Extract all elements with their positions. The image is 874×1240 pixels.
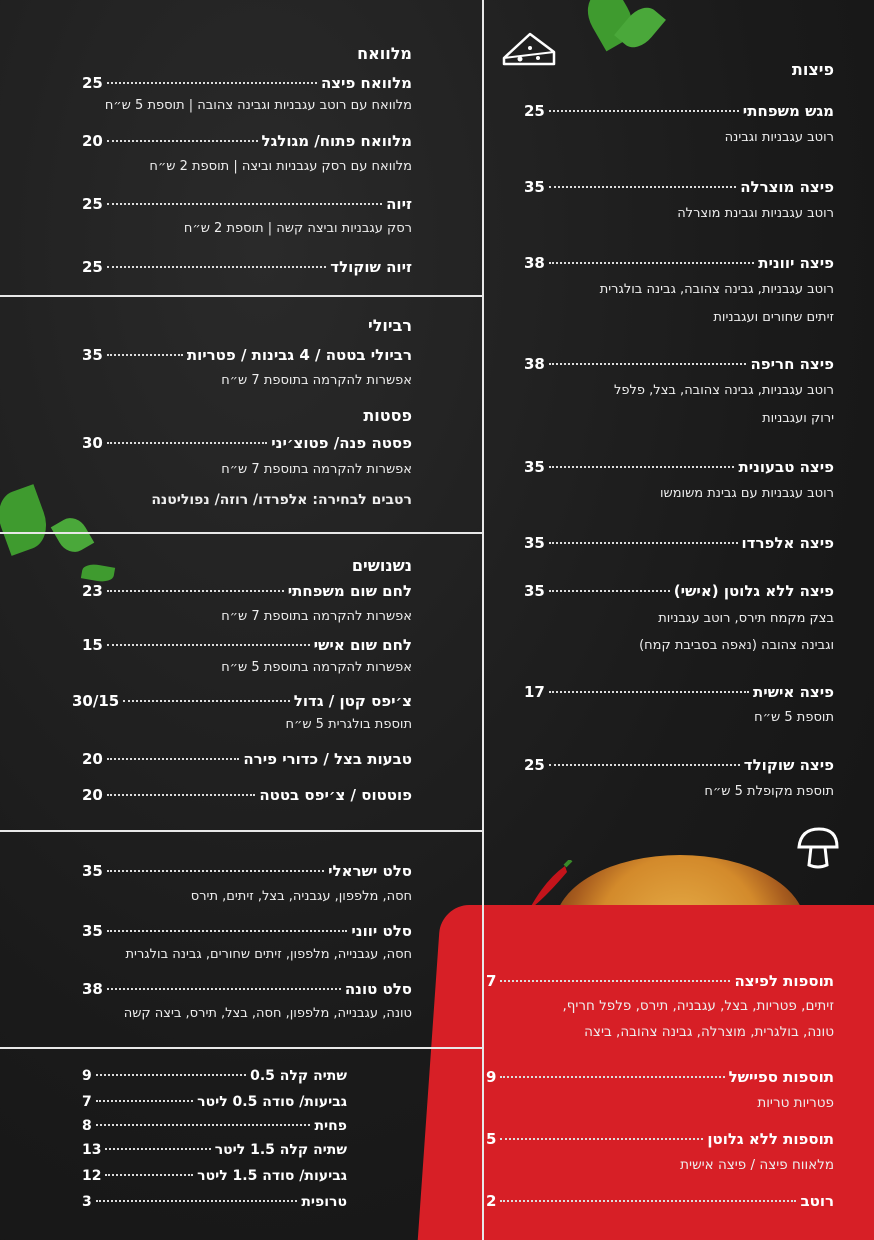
leader-dots [549, 542, 738, 544]
menu-item [82, 980, 412, 998]
item-desc: תוספת מקופלת 5 ש״ח [704, 784, 834, 799]
leader-dots [107, 354, 183, 356]
item-price: 25 [82, 258, 103, 276]
leader-dots [107, 442, 267, 444]
item-desc: אפשרות להקרמה בתוספת 7 ש״ח [221, 609, 412, 624]
item-price: 30 [82, 434, 103, 452]
item-price: 35 [524, 582, 545, 600]
menu-item [82, 1094, 347, 1110]
menu-item [524, 102, 834, 120]
item-desc: זיתים שחורים ועגבניות [713, 310, 834, 325]
item-name: טבעות בצל / כדורי פירה [243, 750, 412, 768]
pizzas-title: פיצות [791, 60, 834, 79]
item-price: 20 [82, 132, 103, 150]
menu-item [82, 132, 412, 150]
leader-dots [96, 1200, 298, 1202]
item-name: סלט ישראלי [328, 862, 412, 880]
item-name: גביעות/ סודה 0.5 ליטר [197, 1094, 347, 1110]
item-desc: רוטב עגבניות וגבינה [724, 130, 834, 145]
menu-item [82, 258, 412, 276]
menu-item [82, 434, 412, 452]
menu-item [524, 582, 834, 600]
item-name: פיצה יוונית [758, 254, 834, 272]
item-name: פיצה חריפה [750, 355, 834, 373]
leader-dots [549, 691, 749, 693]
item-desc: אפשרות להקרמה בתוספת 5 ש״ח [221, 660, 412, 675]
basil-leaf-icon [81, 562, 115, 583]
item-price: 8 [82, 1118, 92, 1134]
item-desc: תוספת 5 ש״ח [754, 710, 834, 725]
menu-item [82, 1168, 347, 1184]
item-name: שתיה קלה 1.5 ליטר [214, 1142, 347, 1158]
item-name: רביולי בטטה / 4 גבינות / פטריות [186, 346, 412, 364]
item-price: 3 [82, 1194, 92, 1210]
item-price: 5 [486, 1130, 497, 1148]
item-price: 2 [486, 1192, 497, 1210]
menu-item [82, 786, 412, 804]
item-desc: רסק עגבניות וביצה קשה | תוספת 2 ש״ח [183, 221, 412, 236]
leader-dots [107, 988, 341, 990]
item-price: 25 [524, 102, 545, 120]
leader-dots [107, 590, 284, 592]
item-name: תוספות ספיישל [728, 1068, 834, 1086]
basil-leaf-icon [0, 484, 54, 556]
basil-leaf-icon [51, 512, 94, 557]
item-name: תוספות לפיצה [734, 972, 834, 990]
item-name: סלט יווני [351, 922, 412, 940]
item-desc: רוטב עגבניות, גבינה צהובה, בצל, פלפל [614, 383, 834, 398]
menu-item [82, 1118, 347, 1134]
item-price: 35 [524, 458, 545, 476]
leader-dots [107, 140, 258, 142]
item-price: 30/15 [72, 692, 120, 710]
item-price: 35 [82, 922, 103, 940]
item-price: 25 [524, 756, 545, 774]
menu-item [82, 636, 412, 654]
menu-item [82, 1068, 347, 1084]
item-name: צ׳יפס קטן / גדול [293, 692, 412, 710]
item-name: פסטה פנה/ פטוצ׳יני [271, 434, 412, 452]
leader-dots [107, 203, 382, 205]
leader-dots [107, 930, 348, 932]
snacks-title: נשנושים [351, 556, 412, 575]
item-desc: זיתים, פטריות, בצל, עגבניה, תירס, פלפל חריף, [562, 998, 834, 1014]
leader-dots [549, 590, 670, 592]
leader-dots [500, 1138, 703, 1140]
menu-item [524, 534, 834, 552]
menu-item [82, 1142, 347, 1158]
ravioli-title: רביולי [368, 316, 412, 335]
leader-dots [549, 764, 740, 766]
section-divider [0, 295, 482, 297]
item-desc: בצק מקמח תירס, רוטב עגבניות [658, 611, 834, 626]
item-name: פיצה שוקולד [743, 756, 834, 774]
item-name: זיוה שוקולד [330, 258, 412, 276]
item-price: 7 [486, 972, 497, 990]
item-price: 9 [82, 1068, 92, 1084]
item-name: סלט טונה [344, 980, 412, 998]
leader-dots [107, 82, 317, 84]
item-desc: פטריות טריות [757, 1095, 834, 1111]
menu-item [486, 1192, 834, 1210]
item-name: לחם שום אישי [313, 636, 412, 654]
leader-dots [96, 1100, 193, 1102]
item-desc: מלאווח פיצה / פיצה אישית [680, 1157, 834, 1173]
pasta-title: פסטות [363, 406, 412, 425]
menu-item [486, 972, 834, 990]
item-price: 35 [524, 534, 545, 552]
menu-item [486, 1068, 834, 1086]
item-name: פיצה אלפרדו [741, 534, 834, 552]
menu-item [82, 922, 412, 940]
item-name: מלוואח פתוח/ מגולגל [261, 132, 412, 150]
menu-item [82, 195, 412, 213]
leader-dots [500, 980, 730, 982]
item-price: 38 [82, 980, 103, 998]
mushroom-icon [795, 825, 841, 871]
pasta-sauces: רטבים לבחירה: אלפרדו/ רוזה/ נפוליטנה [151, 492, 412, 508]
leader-dots [96, 1124, 311, 1126]
menu-item [72, 692, 412, 710]
menu-item [82, 862, 412, 880]
item-name: פיצה מוצרלה [740, 178, 834, 196]
leader-dots [549, 186, 736, 188]
item-price: 13 [82, 1142, 102, 1158]
item-price: 35 [82, 346, 103, 364]
leader-dots [107, 794, 255, 796]
item-price: 17 [524, 683, 545, 701]
leader-dots [123, 700, 290, 702]
leader-dots [107, 644, 310, 646]
item-desc: רוטב עגבניות וגבינת מוצרלה [677, 206, 834, 221]
item-desc: רוטב עגבניות, גבינה צהובה, גבינה בולגרית [599, 282, 834, 297]
item-price: 20 [82, 750, 103, 768]
item-desc: רוטב עגבניות עם גבינת משומשו [659, 486, 834, 501]
item-desc: וגבינה צהובה (נאפה בסביבת קמח) [639, 638, 834, 653]
menu-item [82, 346, 412, 364]
section-divider [0, 830, 482, 832]
leader-dots [105, 1174, 193, 1176]
leader-dots [549, 110, 739, 112]
item-desc: מלוואח עם רסק עגבניות וביצה | תוספת 2 ש״ח [149, 159, 412, 174]
item-price: 15 [82, 636, 103, 654]
item-name: רוטב [800, 1192, 834, 1210]
menu-item [524, 458, 834, 476]
leader-dots [107, 266, 326, 268]
menu-item [524, 178, 834, 196]
leader-dots [549, 466, 735, 468]
item-desc: ירוק ועגבניות [762, 411, 834, 426]
item-price: 35 [82, 862, 103, 880]
item-name: טרופית [301, 1194, 347, 1210]
item-desc: טונה, בולגרית, מוצרלה, גבינה צהובה, ביצה [584, 1024, 834, 1040]
cheese-icon [500, 28, 558, 68]
item-price: 38 [524, 254, 545, 272]
item-desc: תוספת בולגרית 5 ש״ח [285, 717, 412, 732]
item-price: 38 [524, 355, 545, 373]
item-name: לחם שום משפחתי [287, 582, 412, 600]
item-desc: אפשרות להקרמה בתוספת 7 ש״ח [221, 462, 412, 477]
leader-dots [96, 1074, 246, 1076]
menu-item [82, 750, 412, 768]
item-price: 35 [524, 178, 545, 196]
leader-dots [549, 262, 754, 264]
item-name: גביעות/ סודה 1.5 ליטר [197, 1168, 347, 1184]
item-price: 23 [82, 582, 103, 600]
item-name: מגש משפחתי [742, 102, 834, 120]
item-name: פיצה טבעונית [738, 458, 834, 476]
item-price: 12 [82, 1168, 102, 1184]
malawach-title: מלוואח [357, 44, 412, 63]
item-price: 20 [82, 786, 103, 804]
item-price: 25 [82, 195, 103, 213]
column-divider [482, 0, 484, 1240]
item-name: פוטטוס / צ׳יפס בטטה [259, 786, 412, 804]
item-name: זיוה [386, 195, 412, 213]
item-price: 25 [82, 74, 103, 92]
item-name: תוספות ללא גלוטן [707, 1130, 834, 1148]
menu-item [524, 756, 834, 774]
item-desc: חסה, מלפפון, עגבניה, בצל, זיתים, תירס [190, 889, 412, 904]
leader-dots [500, 1200, 796, 1202]
item-desc: מלוואח עם רוטב עגבניות וגבינה צהובה | תוספת 5 ש״ח [104, 98, 412, 113]
item-name: מלוואח פיצה [320, 74, 412, 92]
menu-item [82, 74, 412, 92]
item-name: שתיה קלה 0.5 [250, 1068, 347, 1084]
item-price: 7 [82, 1094, 92, 1110]
leader-dots [549, 363, 747, 365]
item-desc: חסה, עגבנייה, מלפפון, זיתים שחורים, גבינה בולגרית [125, 947, 412, 962]
menu-item [82, 582, 412, 600]
item-price: 9 [486, 1068, 497, 1086]
menu-item [82, 1194, 347, 1210]
menu-item [486, 1130, 834, 1148]
leader-dots [107, 758, 239, 760]
item-name: פיצה ללא גלוטן (אישי) [673, 582, 834, 600]
item-desc: טונה, עגבנייה, מלפפון, חסה, בצל, תירס, ביצה קשה [123, 1006, 412, 1021]
menu-item [524, 254, 834, 272]
item-name: פחית [314, 1118, 347, 1134]
section-divider [0, 532, 482, 534]
leader-dots [105, 1148, 210, 1150]
item-name: פיצה אישית [753, 683, 834, 701]
leader-dots [500, 1076, 724, 1078]
menu-item [524, 683, 834, 701]
item-desc: אפשרות להקרמה בתוספת 7 ש״ח [221, 373, 412, 388]
section-divider [0, 1047, 482, 1049]
leader-dots [107, 870, 324, 872]
menu-item [524, 355, 834, 373]
